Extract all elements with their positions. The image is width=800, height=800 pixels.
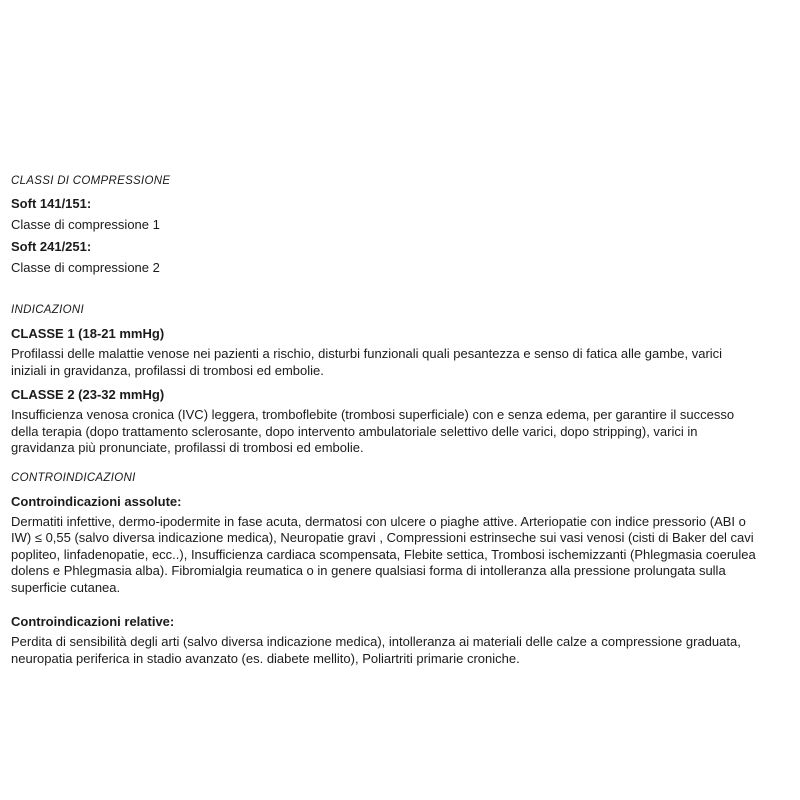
text-classe-compressione-2: Classe di compressione 2 — [11, 259, 160, 275]
section-heading-indicazioni: INDICAZIONI — [11, 304, 84, 316]
text-classe-1-indicazioni: Profilassi delle malattie venose nei pazienti a rischio, disturbi funzionali quali pesantezza e senso di fatica alle gambe, varici iniziali in gravidanza, profilassi di trombosi ed embolie. — [11, 346, 723, 378]
section-indicazioni — [11, 303, 758, 457]
text-classe-compressione-1: Classe di compressione 1 — [11, 217, 160, 232]
section-heading-controindicazioni: CONTROINDICAZIONI — [11, 471, 136, 484]
label-controindicazioni-relative: Controindicazioni relative: — [11, 614, 175, 629]
text-controindicazioni-assolute: Dermatiti infettive, dermo-ipodermite in fase acuta, dermatosi con ulcere o piaghe attive. Arteriopatie con indice pressorio (ABI o IW) ≤ 0,55 (salvo diversa indicazione medica), Neuropatie gravi , Compressioni estrinseche sui vasi venosi (cisti di Baker del cavi popliteo, linfadenopatie, ecc..), Insufficienza cardiaca scompensata, Flebite settica, Trombosi ischemizzanti (Phlegmasia coerulea dolens e Phlegmasia alba). Fibromialgia reumatica o in genere qualsiasi forma di intolleranza alla pressione prolungata sulla superficie cutanea. — [11, 513, 756, 595]
label-soft-141-151: Soft 141/151: — [11, 196, 92, 211]
section-heading-classi-di-compressione: CLASSI DI COMPRESSIONE — [11, 175, 171, 187]
text-controindicazioni-relative: Perdita di sensibilità degli arti (salvo diversa indicazione medica), intolleranza ai materiali delle calze a compressione graduata, neuropatia periferica in stadio avanzato (es. diabete mellito), Poliartriti primarie croniche. — [11, 634, 741, 666]
section-controindicazioni — [11, 471, 758, 668]
label-classe-2: CLASSE 2 (23-32 mmHg) — [11, 387, 165, 402]
label-soft-241-251: Soft 241/251: — [11, 238, 92, 254]
section-classi-di-compressione — [11, 174, 758, 276]
text-classe-2-indicazioni: Insufficienza venosa cronica (IVC) leggera, tromboflebite (trombosi superficiale) con e senza edema, per garantire il successo della terapia (dopo trattamento sclerosante, dopo intervento ambulatoriale selettivo delle varici, dopo stripping), varici in gravidanza più pronunciate, profilassi di trombosi ed embolie. — [11, 407, 735, 455]
label-controindicazioni-assolute: Controindicazioni assolute: — [11, 493, 182, 509]
label-classe-1: CLASSE 1 (18-21 mmHg) — [11, 326, 165, 341]
